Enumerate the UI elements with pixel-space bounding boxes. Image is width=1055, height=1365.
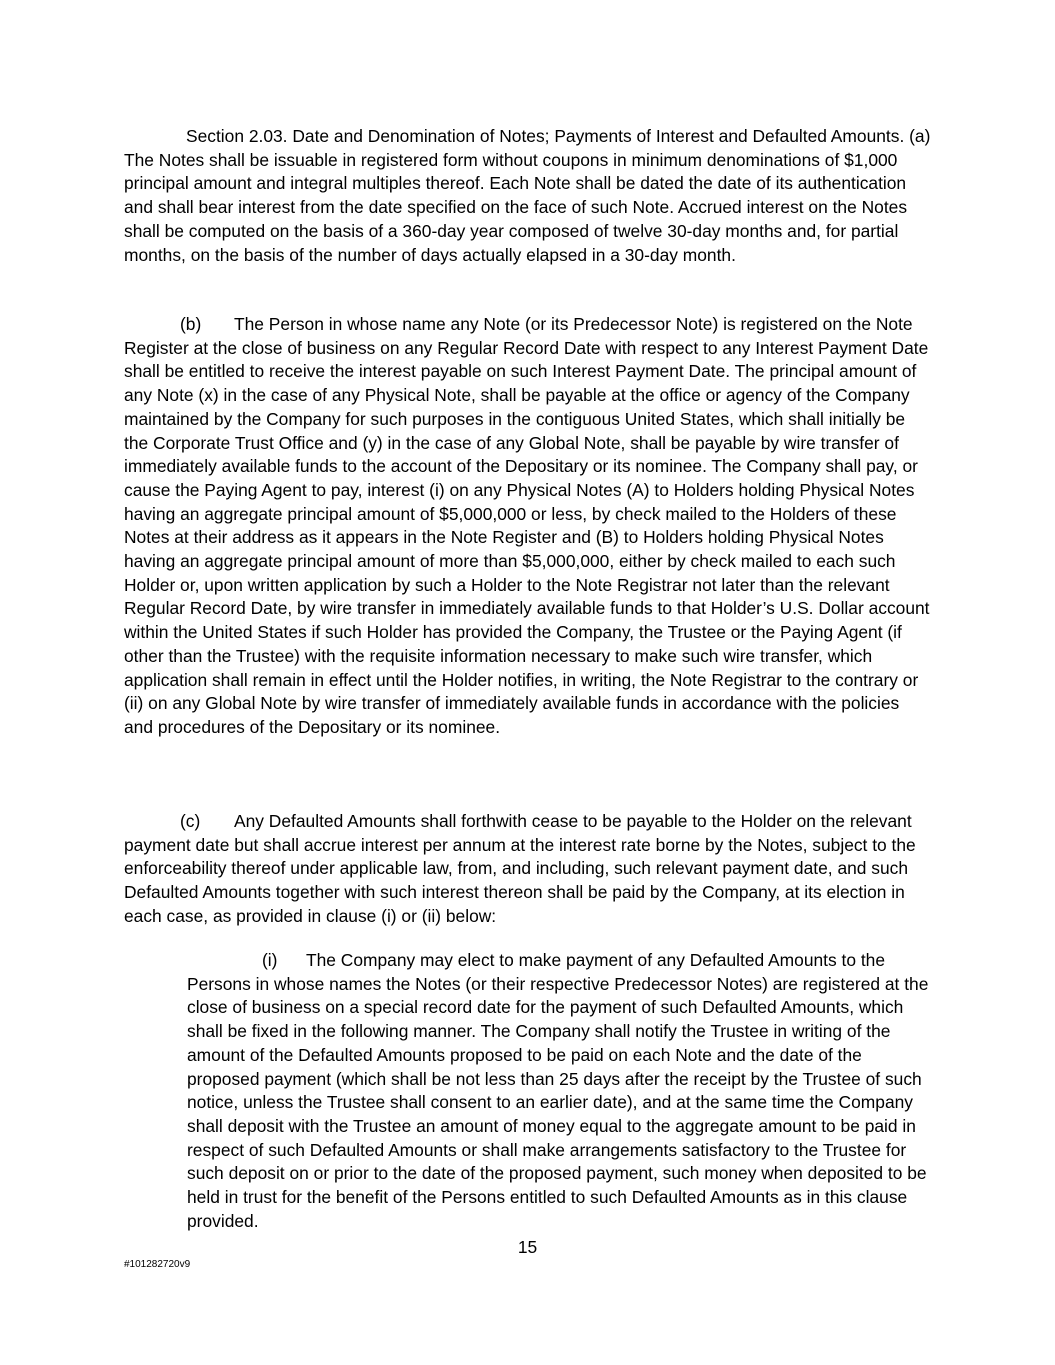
clause-i-marker: (i) (262, 950, 278, 970)
section-heading: Section 2.03. Date and Denomination of Notes; Payments of Interest and Defaulted Amounts. (186, 126, 905, 146)
clause-i-text: The Company may elect to make payment of any Defaulted Amounts to the Persons in whose names the Notes (or their respective Predecessor Notes) are registered at the close of business on a special record date for the payment of such Defaulted Amounts, which shall be fixed in the following manner. The Company shall notify the Trustee in writing of the amount of the Defaulted Amounts proposed to be paid on each Note and the date of the proposed payment (which shall be not less than 25 days after the receipt by the Trustee of such notice, unless the Trustee shall consent to an earlier date), and at the same time the Company shall deposit with the Trustee an amount of money equal to the aggregate amount to be paid in respect of such Defaulted Amounts or shall make arrangements satisfactory to the Trustee for such deposit on or prior to the date of the proposed payment, such money when deposited to be held in trust for the benefit of the Persons entitled to such Defaulted Amounts as in this clause provided. (187, 950, 929, 1231)
clause-i (187, 949, 935, 1233)
section-paragraph-a-text: (a) The Notes shall be issuable in registered form without coupons in minimum denominations of $1,000 principal amount and integral multiples thereof. Each Note shall be dated the date of its authentication and shall bear interest from the date specified on the face of such Note. Accrued interest on the Notes shall be computed on the basis of a 360-day year composed of twelve 30-day months and, for partial months, on the basis of the number of days actually elapsed in a 30-day month. (124, 126, 931, 265)
page-number: 15 (517, 1237, 538, 1257)
paragraph-c-text: Any Defaulted Amounts shall forthwith cease to be payable to the Holder on the relevant payment date but shall accrue interest per annum at the interest rate borne by the Notes, subject to the enforceability thereof under applicable law, from, and including, such relevant payment date, and such Defaulted Amounts together with such interest thereon shall be paid by the Company, at its election in each case, as provided in clause (i) or (ii) below: (124, 811, 916, 926)
paragraph-b-marker: (b) (180, 314, 202, 334)
document-id: #101282720v9 (124, 1259, 191, 1270)
paragraph-b-text: The Person in whose name any Note (or its Predecessor Note) is registered on the Note Register at the close of business on any Regular Record Date with respect to any Interest Payment Date shall be entitled to receive the interest payable on such Interest Payment Date. The principal amount of any Note (x) in the case of any Physical Note, shall be payable at the office or agency of the Company maintained by the Company for such purposes in the contiguous United States, which shall initially be the Corporate Trust Office and (y) in the case of any Global Note, shall be payable by wire transfer of immediately available funds to the account of the Depositary or its nominee. The Company shall pay, or cause the Paying Agent to pay, interest (i) on any Physical Notes (A) to Holders holding Physical Notes having an aggregate principal amount of $5,000,000 or less, by check mailed to the Holders of these Notes at their address as it appears in the Note Register and (B) to Holders holding Physical Notes having an aggregate principal amount of more than $5,000,000, either by check mailed to each such Holder or, upon written application by such a Holder to the Note Registrar not later than the relevant Regular Record Date, by wire transfer in immediately available funds to that Holder’s U.S. Dollar account within the United States if such Holder has provided the Company, the Trustee or the Paying Agent (if other than the Trustee) with the requisite information necessary to make such wire transfer, which application shall remain in effect until the Holder notifies, in writing, the Note Registrar to the contrary or (ii) on any Global Note by wire transfer of immediately available funds in accordance with the policies and procedures of the Depositary or its nominee. (124, 314, 930, 737)
paragraph-c (124, 810, 932, 929)
paragraph-b (124, 313, 932, 740)
section-2-03-paragraph (124, 125, 932, 267)
paragraph-c-marker: (c) (180, 811, 201, 831)
